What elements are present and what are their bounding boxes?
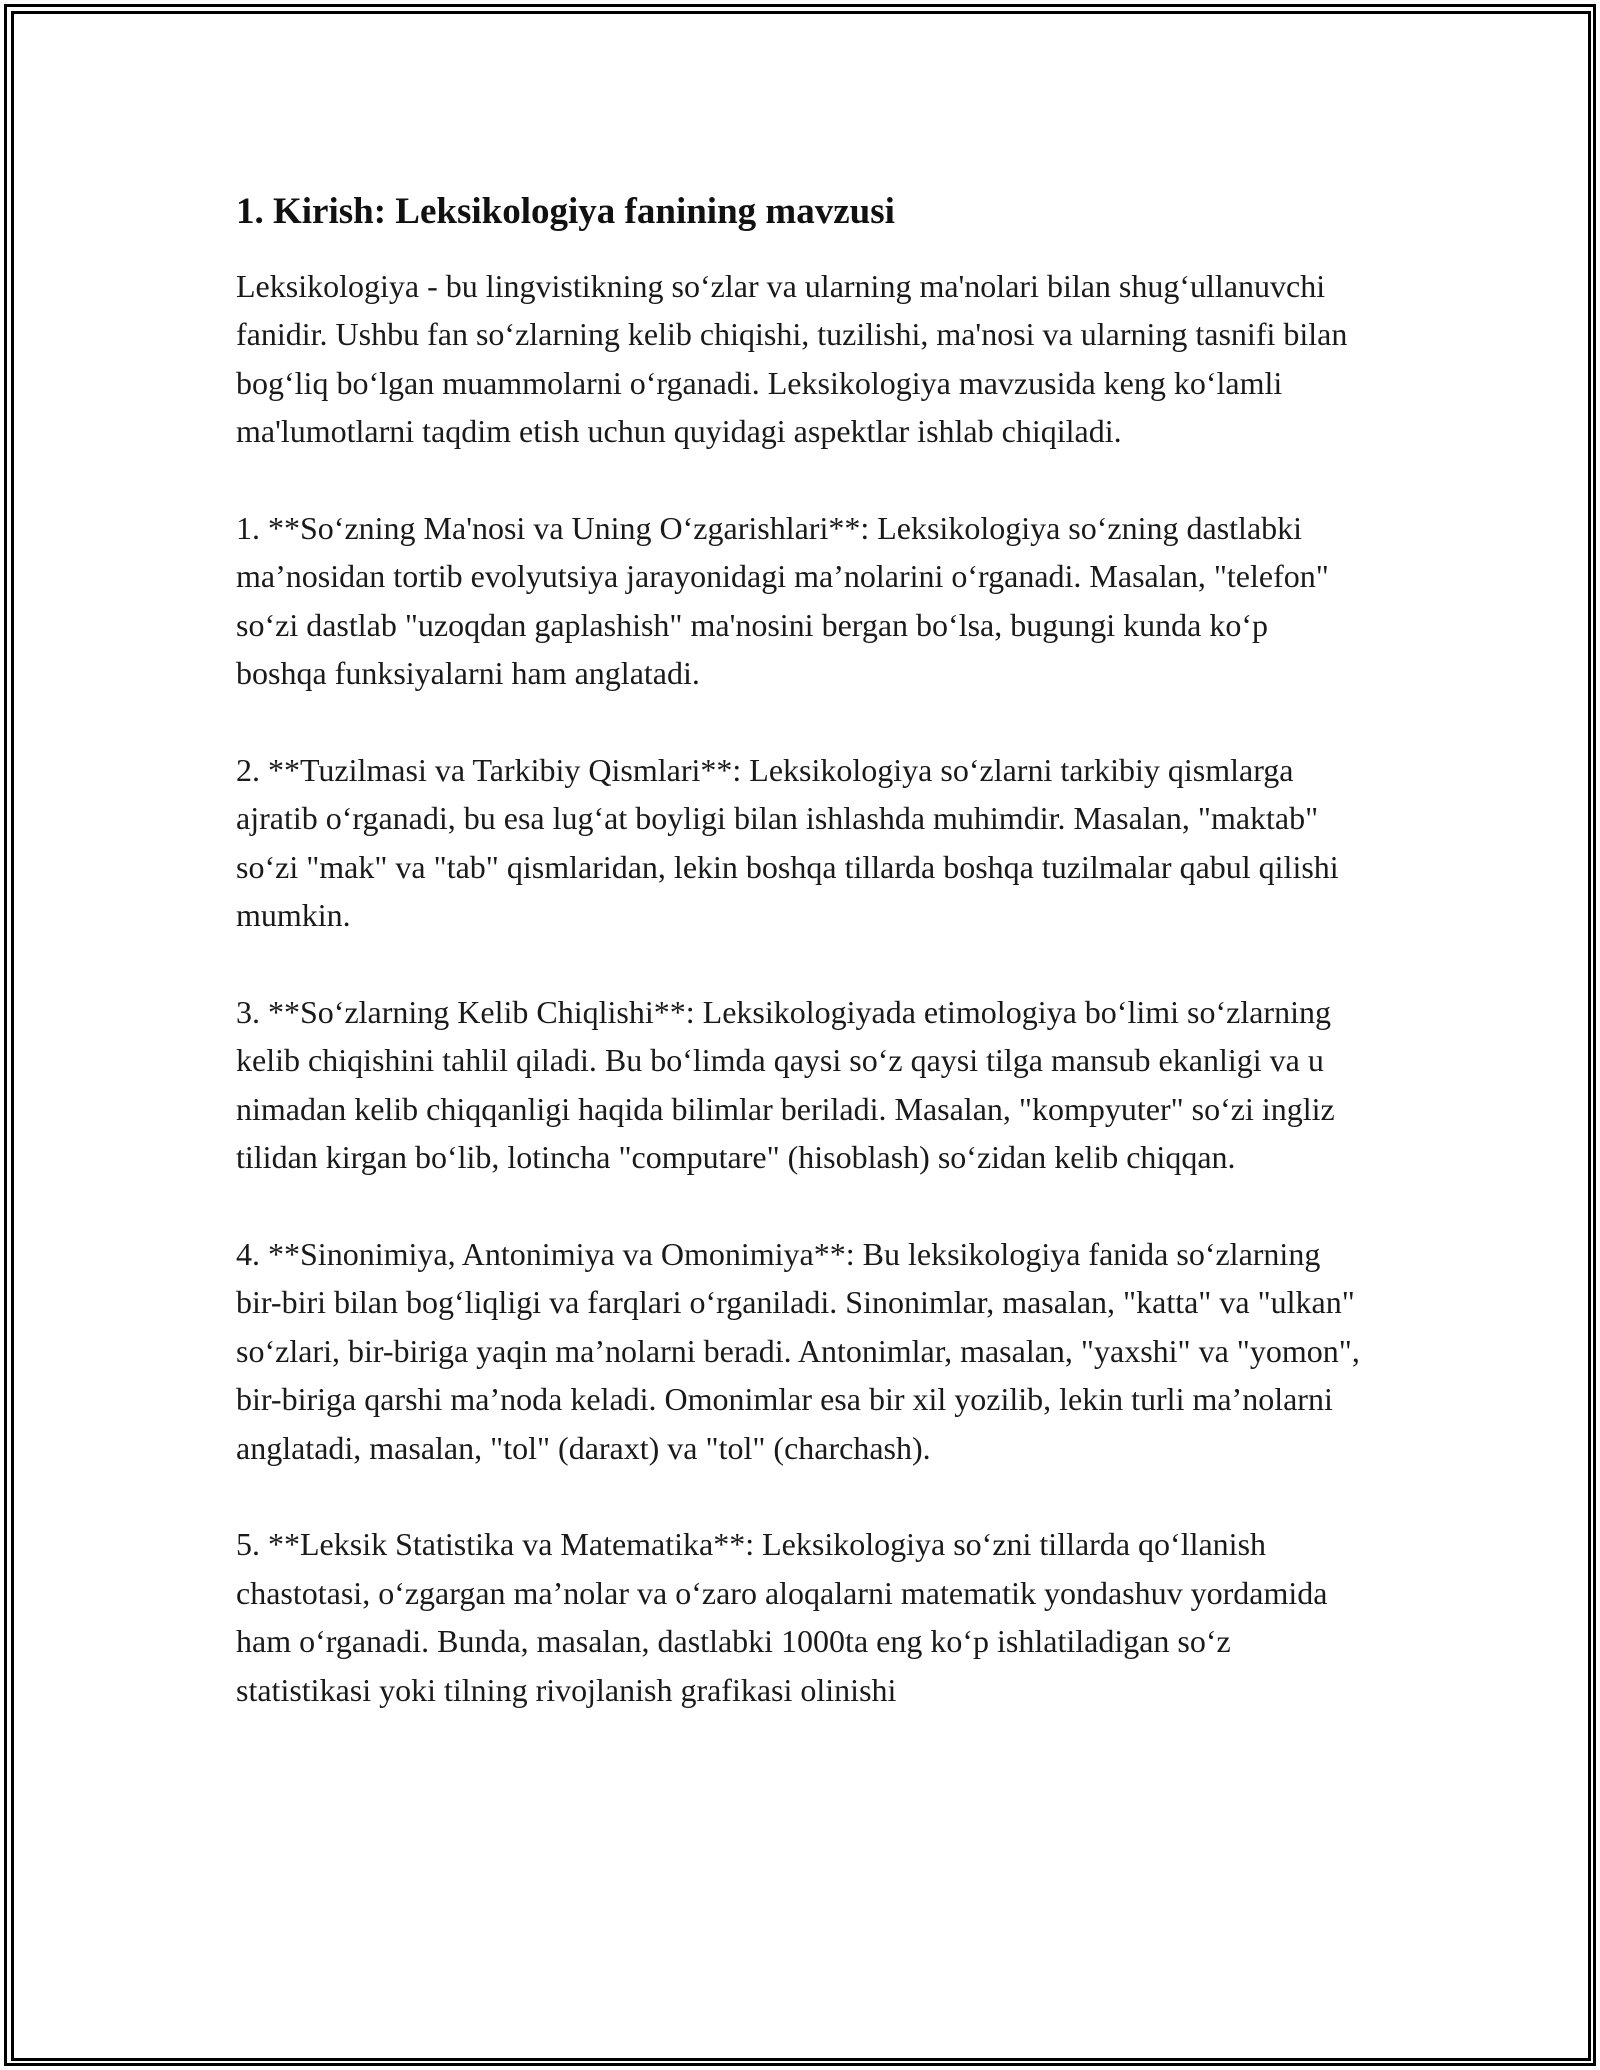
list-item-statistics: 5. **Leksik Statistika va Matematika**: Leksikologiya so‘zni tillarda qo‘llanish chastotasi, o‘zgargan ma’nolar va o‘zaro aloqalarni matematik yondashuv yordamida ham o‘rganadi. Bunda, masalan, dastlabki 1000ta eng ko‘p ishlatiladigan so‘z statistikasi yoki tilning rivojlanish grafikasi olinishi — [236, 1526, 1328, 1708]
list-item-etymology: 3. **So‘zlarning Kelib Chiqlishi**: Leksikologiyada etimologiya bo‘limi so‘zlarning kelib chiqishini tahlil qiladi. Bu bo‘limda qaysi so‘z qaysi tilga mansub ekanligi va u nimadan kelib chiqqanligi haqida bilimlar beriladi. Masalan, "kompyuter" so‘zi ingliz tilidan kirgan bo‘lib, lotincha "computare" (hisoblash) so‘zidan kelib chiqqan. — [236, 994, 1335, 1176]
section-heading: 1. Kirish: Leksikologiya fanining mavzusi — [236, 191, 895, 232]
list-item-word-meaning: 1. **So‘zning Ma'nosi va Uning O‘zgarishlari**: Leksikologiya so‘zning dastlabki ma’nosidan tortib evolyutsiya jarayonidagi ma’nolarini o‘rganadi. Masalan, "telefon" so‘zi dastlab "uzoqdan gaplashish" ma'nosini bergan bo‘lsa, bugungi kunda ko‘p boshqa funksiyalarni ham anglatadi. — [236, 510, 1329, 692]
list-item-synonymy: 4. **Sinonimiya, Antonimiya va Omonimiya**: Bu leksikologiya fanida so‘zlarning bir-biri bilan bog‘liqligi va farqlari o‘rganiladi. Sinonimlar, masalan, "katta" va "ulkan" so‘zlari, bir-biriga yaqin ma’nolarni beradi. Antonimlar, masalan, "yaxshi" va "yomon", bir-biriga qarshi ma’noda keladi. Omonimlar esa bir xil yozilib, lekin turli ma’nolarni anglatadi, masalan, "tol" (daraxt) va "tol" (charchash). — [236, 1236, 1360, 1466]
intro-paragraph: Leksikologiya - bu lingvistikning so‘zlar va ularning ma'nolari bilan shug‘ullanuvchi fanidir. Ushbu fan so‘zlarning kelib chiqishi, tuzilishi, ma'nosi va ularning tasnifi bilan bog‘liq bo‘lgan muammolarni o‘rganadi. Leksikologiya mavzusida keng ko‘lamli ma'lumotlarni taqdim etish uchun quyidagi aspektlar ishlab chiqiladi. — [236, 268, 1348, 450]
list-item-structure: 2. **Tuzilmasi va Tarkibiy Qismlari**: Leksikologiya so‘zlarni tarkibiy qismlarga ajratib o‘rganadi, bu esa lug‘at boyligi bilan ishlashda muhimdir. Masalan, "maktab" so‘zi "mak" va "tab" qismlaridan, lekin boshqa tillarda boshqa tuzilmalar qabul qilishi mumkin. — [236, 752, 1339, 934]
document-body — [236, 184, 1366, 1763]
